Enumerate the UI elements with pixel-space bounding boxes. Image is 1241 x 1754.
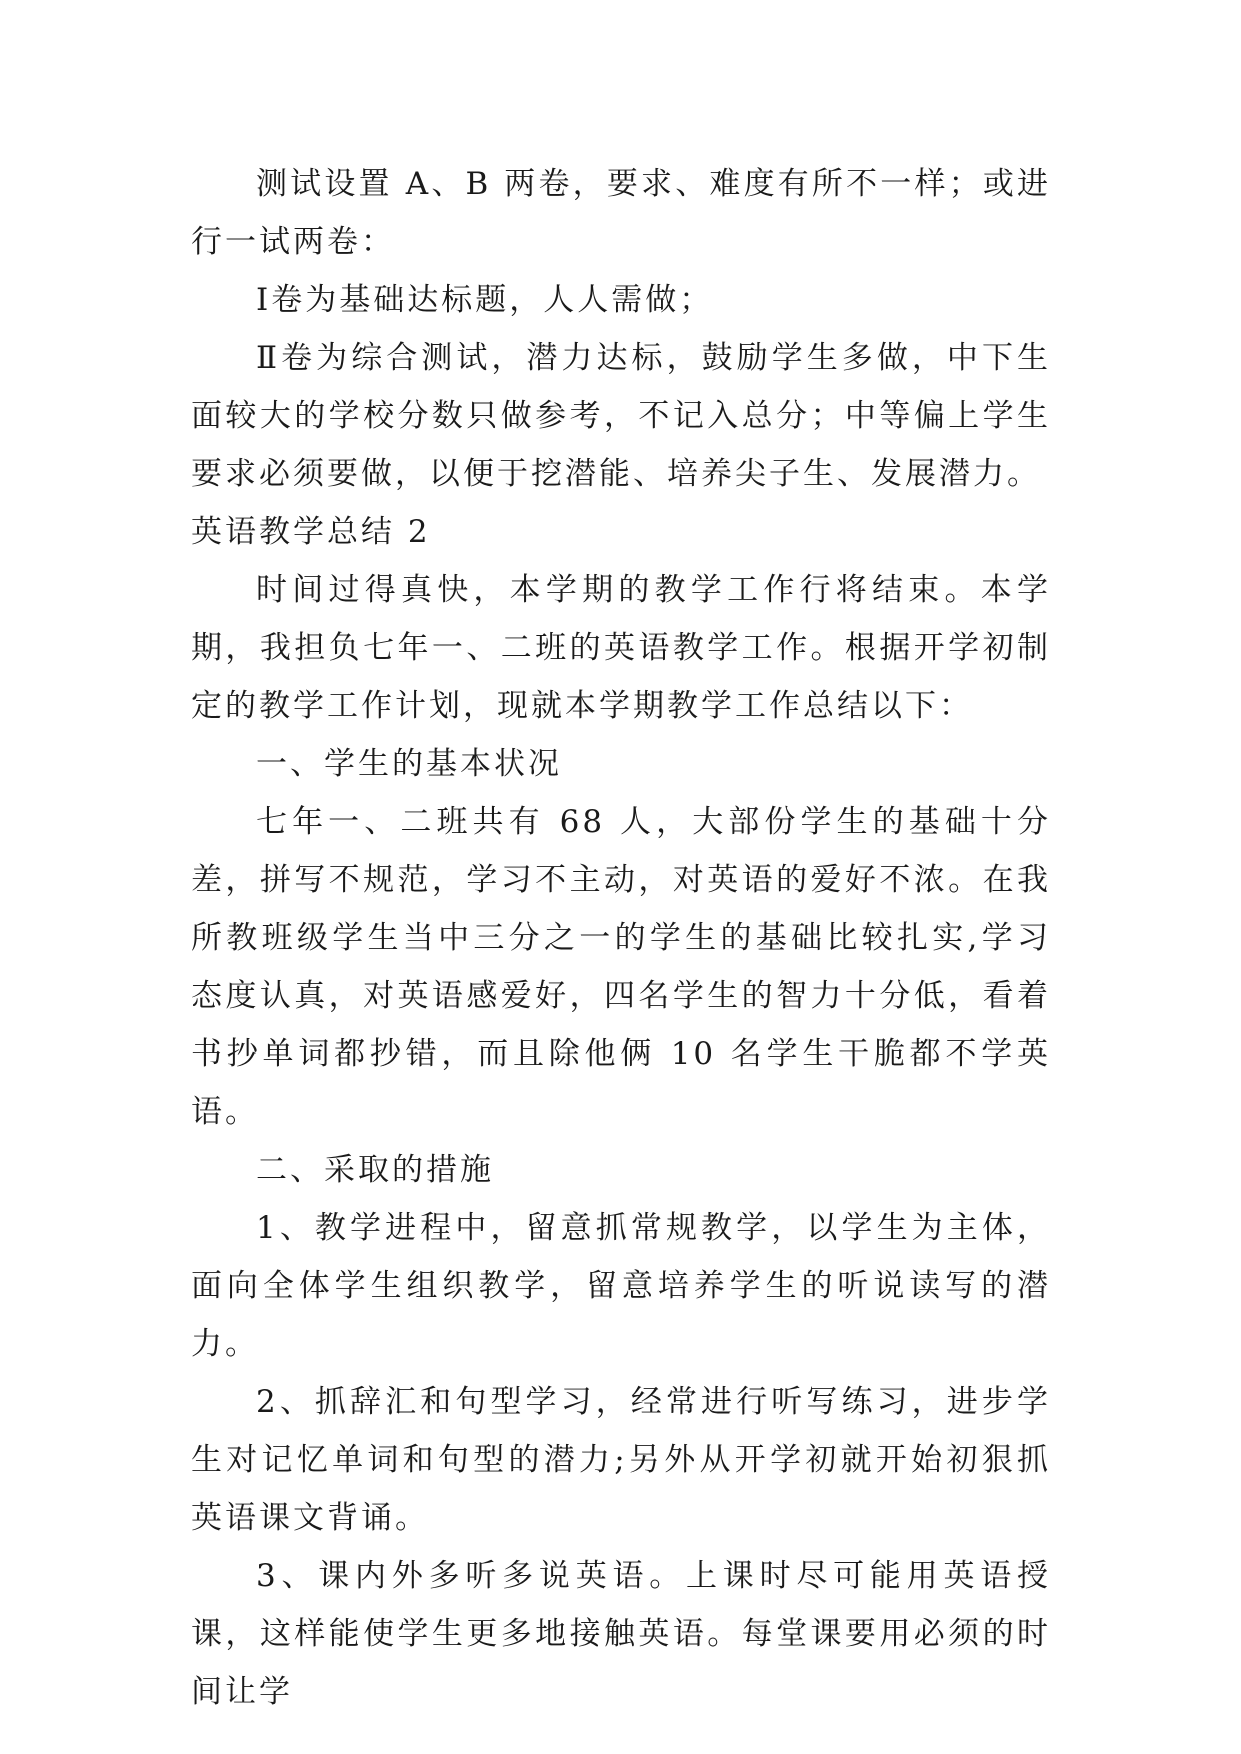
paragraph-intro: 时间过得真快，本学期的教学工作行将结束。本学期，我担负七年一、二班的英语教学工作。根据开学初制定的教学工作计划，现就本学期教学工作总结以下： [191, 572, 1051, 724]
paragraph-test-setup: 测试设置 A、B 两卷，要求、难度有所不一样；或进行一试两卷： [191, 166, 1051, 260]
paragraph-paper-two: Ⅱ卷为综合测试，潜力达标，鼓励学生多做，中下生面较大的学校分数只做参考，不记入总分；中等偏上学生要求必须要做，以便于挖潜能、培养尖子生、发展潜力。 [191, 340, 1051, 492]
paragraph-measure-3: 3、课内外多听多说英语。上课时尽可能用英语授课，这样能使学生更多地接触英语。每堂课要用必须的时间让学 [191, 1558, 1051, 1710]
paragraph-measure-1: 1、教学进程中，留意抓常规教学，以学生为主体，面向全体学生组织教学，留意培养学生的听说读写的潜力。 [191, 1210, 1051, 1362]
subheading-student-status: 一、学生的基本状况 [256, 746, 562, 782]
paragraph-paper-one: Ⅰ卷为基础达标题，人人需做； [256, 282, 714, 318]
document-body [191, 155, 1051, 1721]
paragraph-measure-2: 2、抓辞汇和句型学习，经常进行听写练习，进步学生对记忆单词和句型的潜力;另外从开学初就开始初狠抓英语课文背诵。 [191, 1384, 1051, 1536]
section-title: 英语教学总结 2 [191, 514, 431, 550]
subheading-measures: 二、采取的措施 [256, 1152, 494, 1188]
paragraph-student-status: 七年一、二班共有 68 人，大部份学生的基础十分差，拼写不规范，学习不主动，对英语的爱好不浓。在我所教班级学生当中三分之一的学生的基础比较扎实,学习态度认真，对英语感爱好，四名学生的智力十分低，看着书抄单词都抄错，而且除他俩 10 名学生干脆都不学英语。 [191, 804, 1051, 1130]
